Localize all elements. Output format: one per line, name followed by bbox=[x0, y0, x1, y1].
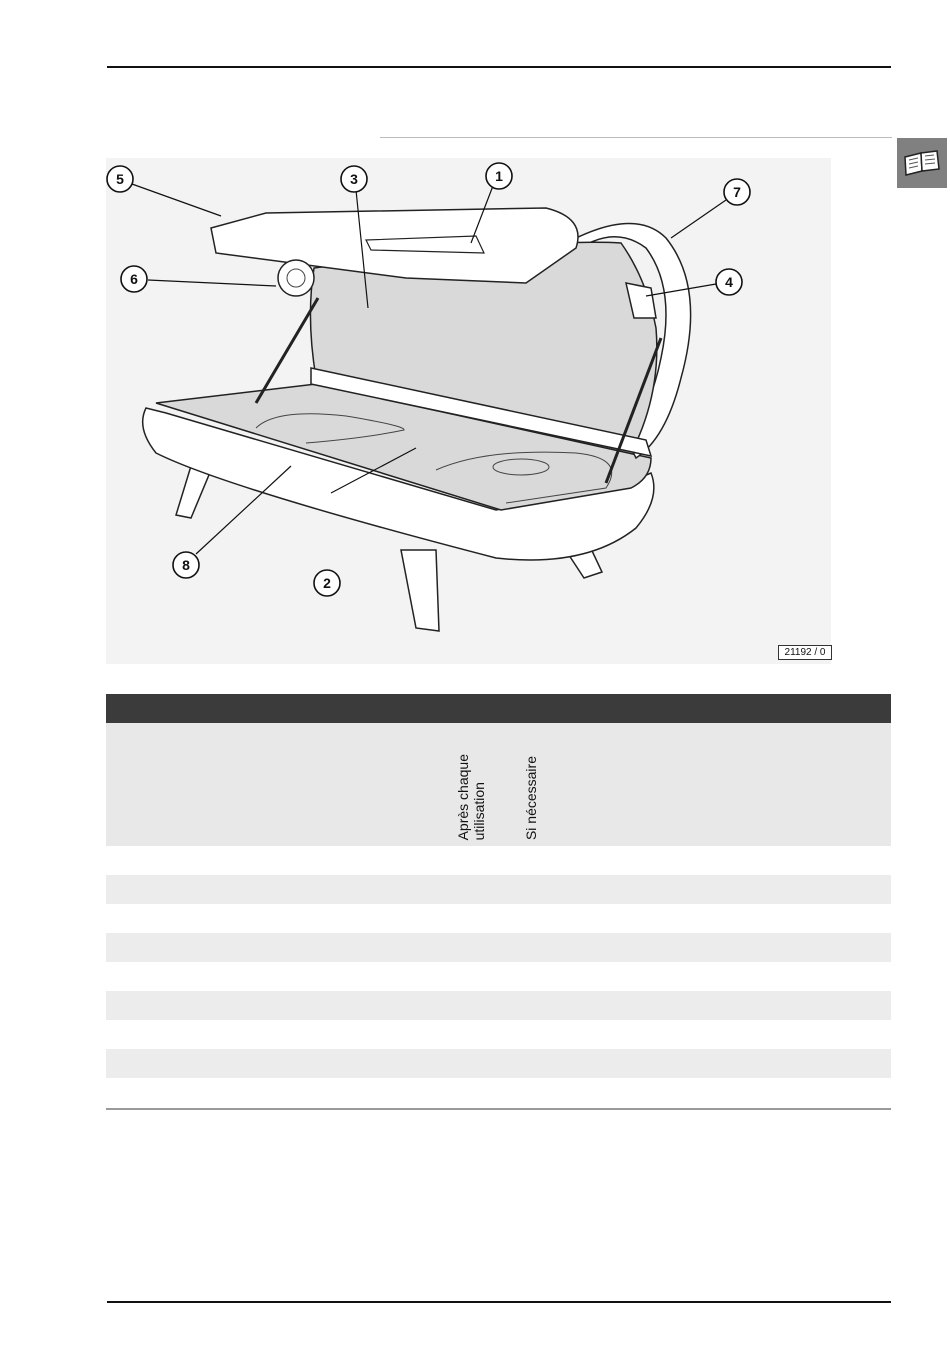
side-tab[interactable] bbox=[897, 138, 947, 188]
callout-5 bbox=[107, 166, 133, 192]
table-column-headers bbox=[106, 723, 891, 846]
table-row bbox=[106, 846, 891, 875]
svg-text:1: 1 bbox=[495, 168, 503, 184]
tanning-bed-drawing bbox=[106, 158, 831, 664]
callout-4 bbox=[716, 269, 742, 295]
top-rule bbox=[107, 66, 891, 68]
table-row bbox=[106, 991, 891, 1020]
column-if-needed: Si nécessaire bbox=[523, 755, 539, 840]
svg-text:8: 8 bbox=[182, 557, 190, 573]
table-row bbox=[106, 904, 891, 933]
callout-1 bbox=[486, 163, 512, 189]
callout-7 bbox=[724, 179, 750, 205]
callout-3 bbox=[341, 166, 367, 192]
table-row bbox=[106, 962, 891, 991]
table-row bbox=[106, 1049, 891, 1078]
column-after-each-use: Après chaque utilisation bbox=[455, 753, 487, 840]
callout-6 bbox=[121, 266, 147, 292]
table-bottom-rule bbox=[106, 1108, 891, 1110]
svg-text:3: 3 bbox=[350, 171, 358, 187]
open-book-icon bbox=[903, 149, 941, 177]
table-row bbox=[106, 933, 891, 962]
callout-8 bbox=[173, 552, 199, 578]
table-row bbox=[106, 1078, 891, 1107]
table-header-bar bbox=[106, 694, 891, 723]
bottom-rule bbox=[107, 1301, 891, 1303]
svg-text:2: 2 bbox=[323, 575, 331, 591]
table-row bbox=[106, 875, 891, 904]
svg-text:7: 7 bbox=[733, 184, 741, 200]
cleaning-schedule-table bbox=[106, 694, 891, 1110]
section-rule bbox=[380, 137, 892, 138]
table-row bbox=[106, 1020, 891, 1049]
figure-reference: 21192 / 0 bbox=[778, 645, 832, 660]
callout-2 bbox=[314, 570, 340, 596]
svg-text:4: 4 bbox=[725, 274, 733, 290]
svg-text:5: 5 bbox=[116, 171, 124, 187]
svg-text:6: 6 bbox=[130, 271, 138, 287]
tanning-bed-figure bbox=[106, 158, 831, 664]
